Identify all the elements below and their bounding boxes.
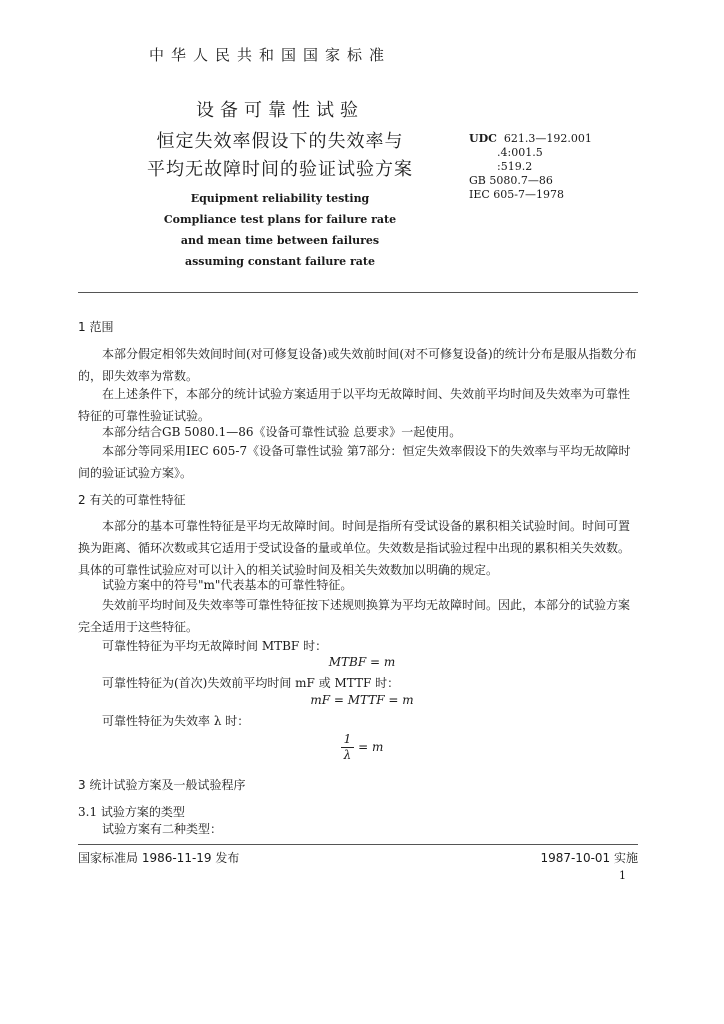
standard-header: 中华人民共和国国家标准	[148, 46, 391, 64]
fraction-rhs: = m	[358, 740, 384, 754]
formula-mtbf: MTBF = m	[328, 655, 396, 669]
fraction	[341, 732, 355, 763]
section-2-para-1: 本部分的基本可靠性特征是平均无故障时间。时间是指所有受试设备的累积相关试验时间。时间可置换为距离、循环次数或其它适用于受试设备的量或单位。失效数是指试验过程中出现的累积相关失效数。具体的可靠性试验应对可以计入的相关试验时间及相关失效数加以明确的规定。	[78, 519, 631, 577]
section-1-para-4: 本部分等同采用IEC 605-7《设备可靠性试验 第7部分：恒定失效率假设下的失效率与平均无故障时间的验证试验方案》。	[78, 444, 631, 480]
section-2-para-2: 试验方案中的符号"m"代表基本的可靠性特征。	[102, 578, 353, 592]
english-title-line-4: assuming constant failure rate	[184, 255, 376, 268]
udc-code-3: :519.2	[497, 160, 533, 173]
effective-date: 1987-10-01 实施	[540, 851, 638, 865]
english-title-line-1: Equipment reliability testing	[190, 192, 370, 205]
udc-block	[469, 132, 592, 202]
section-2-para-4: 可靠性特征为平均无故障时间 MTBF 时：	[102, 639, 328, 653]
section-1-para-3: 本部分结合GB 5080.1—86《设备可靠性试验 总要求》一起使用。	[102, 425, 462, 439]
formula-mttf: mF = MTTF = m	[310, 693, 414, 707]
section-2-para-6: 可靠性特征为失效率 λ 时：	[102, 714, 250, 728]
section-3-para-1: 试验方案有二种类型：	[102, 822, 223, 836]
section-1-para-2: 在上述条件下，本部分的统计试验方案适用于以平均无故障时间、失效前平均时间及失效率为可靠性特征的可靠性验证试验。	[78, 387, 631, 423]
title-line-3: 平均无故障时间的验证试验方案	[147, 159, 413, 180]
section-1-heading: 1 范围	[78, 320, 114, 334]
fraction-numerator: 1	[341, 732, 355, 748]
udc-code-1: 621.3—192.001	[503, 132, 592, 145]
section-3-1-heading: 3.1 试验方案的类型	[78, 805, 185, 819]
iec-number: IEC 605-7—1978	[469, 188, 564, 201]
title-line-1: 设备可靠性试验	[196, 100, 364, 121]
english-title-line-3: and mean time between failures	[180, 234, 380, 247]
gb-number: GB 5080.7—86	[469, 174, 553, 187]
issue-date: 国家标准局 1986-11-19 发布	[78, 851, 240, 865]
title-line-2: 恒定失效率假设下的失效率与	[156, 131, 404, 152]
page-number: 1	[619, 869, 626, 882]
section-2-para-3: 失效前平均时间及失效率等可靠性特征按下述规则换算为平均无故障时间。因此，本部分的试验方案完全适用于这些特征。	[78, 598, 631, 634]
english-title-line-2: Compliance test plans for failure rate	[163, 213, 397, 226]
section-3-heading: 3 统计试验方案及一般试验程序	[78, 778, 246, 792]
formula-failure-rate	[0, 732, 724, 763]
udc-code-2: .4:001.5	[497, 146, 543, 159]
section-2-heading: 2 有关的可靠性特征	[78, 493, 186, 507]
fraction-denominator: λ	[343, 748, 352, 762]
section-2-para-5: 可靠性特征为(首次)失效前平均时间 mF 或 MTTF 时：	[102, 676, 400, 690]
header-divider	[78, 292, 638, 293]
udc-label: UDC	[469, 132, 497, 145]
footer-divider	[78, 844, 638, 845]
section-1-para-1: 本部分假定相邻失效间时间(对可修复设备)或失效前时间(对不可修复设备)的统计分布是服从指数分布的，即失效率为常数。	[78, 347, 637, 383]
